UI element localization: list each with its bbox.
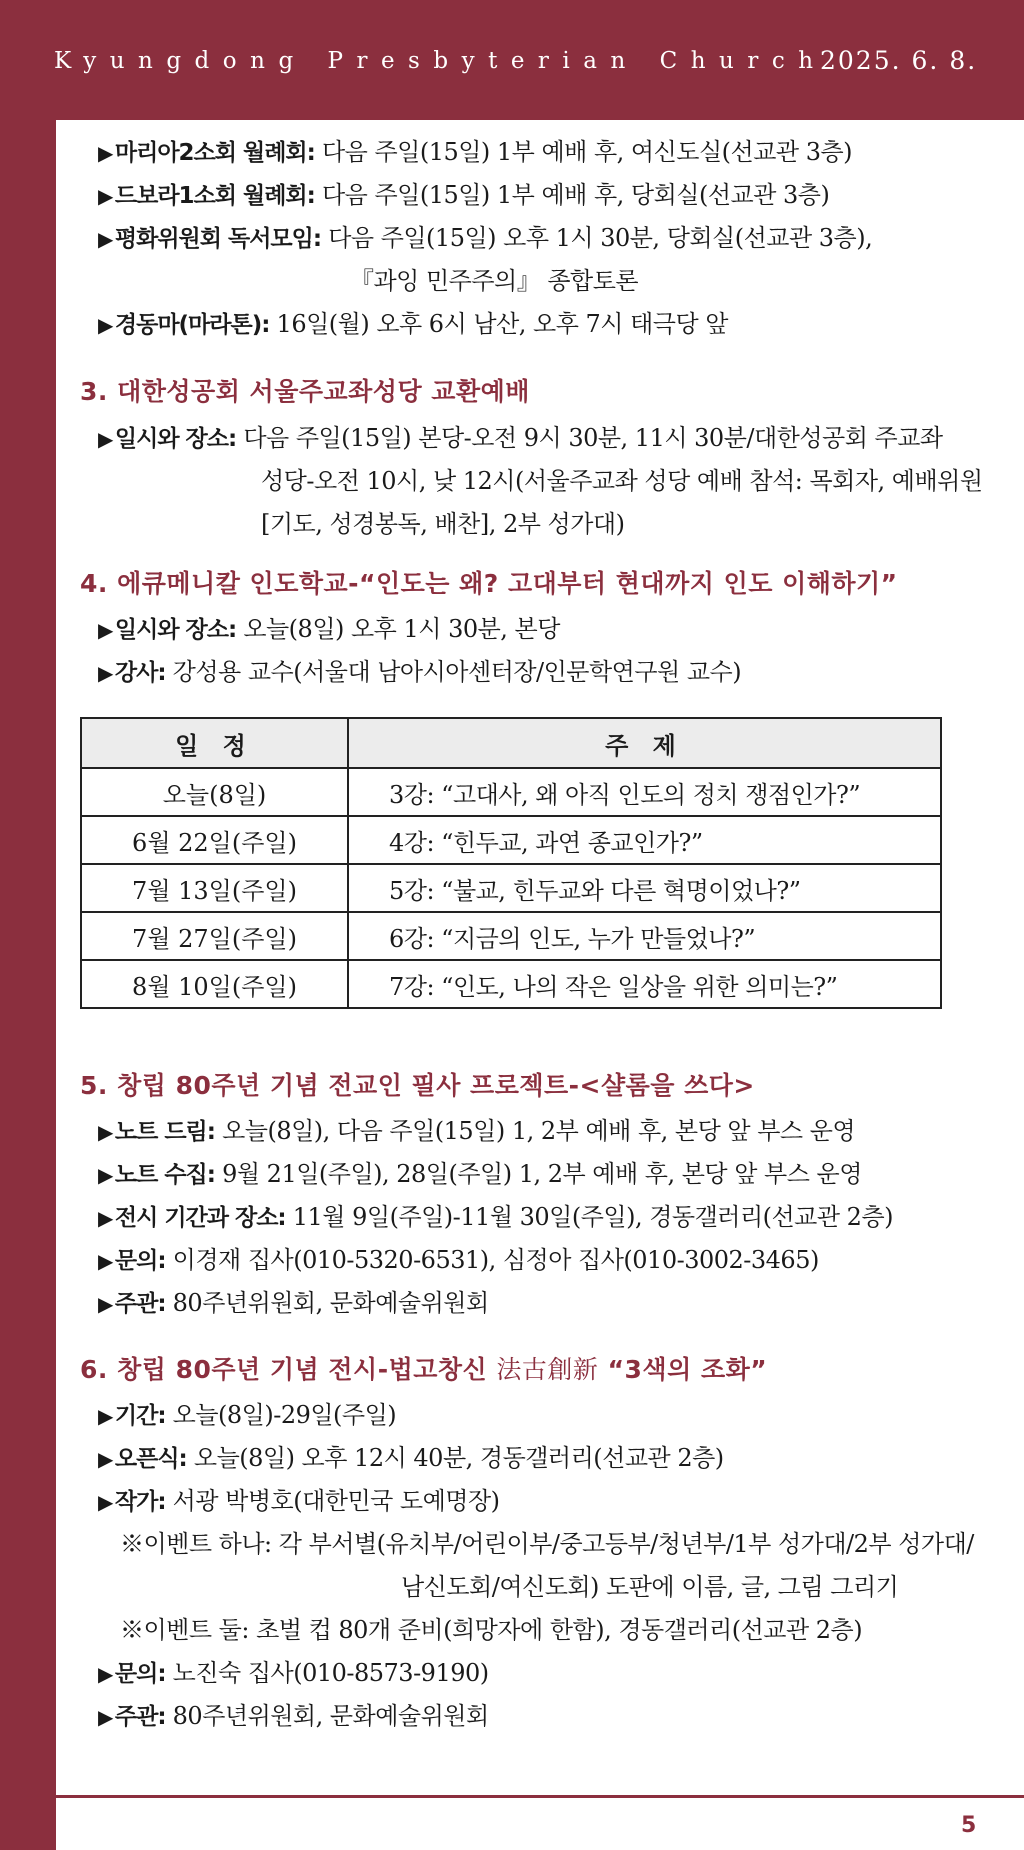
list-item: ▶작가: 서광 박병호(대한민국 도예명장) [98, 1487, 500, 1515]
list-item: ▶마리아2소회 월례회: 다음 주일(15일) 1부 예배 후, 여신도실(선교관 3층) [98, 138, 853, 166]
lecture-topic: 5강: “불교, 힌두교와 다른 혁명이었나?” [348, 864, 941, 912]
bullet-icon: ▶ [98, 1292, 113, 1316]
list-item: ▶문의: 이경재 집사(010-5320-6531), 심정아 집사(010-3002-3465) [98, 1246, 819, 1274]
bullet-icon: ▶ [98, 661, 113, 685]
bullet-icon: ▶ [98, 184, 113, 208]
list-item: ▶오픈식: 오늘(8일) 오후 12시 40분, 경동갤러리(선교관 2층) [98, 1444, 724, 1472]
list-item: ▶전시 기간과 장소: 11월 9일(주일)-11월 30일(주일), 경동갤러리(선교관 2층) [98, 1203, 893, 1231]
bullet-icon: ▶ [98, 141, 113, 165]
list-item: ▶강사: 강성용 교수(서울대 남아시아센터장/인문학연구원 교수) [98, 658, 742, 686]
footer-divider [56, 1795, 1024, 1798]
section-title: 4. 에큐메니칼 인도학교-“인도는 왜? 고대부터 현대까지 인도 이해하기” [80, 569, 898, 598]
bullet-icon: ▶ [98, 1447, 113, 1471]
schedule-date: 8월 10일(주일) [81, 960, 348, 1008]
event-note-continuation: 남신도회/여신도회) 도판에 이름, 글, 그림 그리기 [401, 1573, 899, 1601]
column-header-date: 일 정 [81, 718, 348, 768]
list-item: ▶일시와 장소: 오늘(8일) 오후 1시 30분, 본당 [98, 615, 560, 643]
bullet-icon: ▶ [98, 1206, 113, 1230]
bullet-icon: ▶ [98, 1490, 113, 1514]
list-item: ▶주관: 80주년위원회, 문화예술위원회 [98, 1702, 489, 1730]
church-name: Kyungdong Presbyterian Church [54, 48, 827, 74]
table-row [81, 912, 941, 960]
lecture-topic: 7강: “인도, 나의 작은 일상을 위한 의미는?” [348, 960, 941, 1008]
table-row [81, 864, 941, 912]
column-header-topic: 주 제 [348, 718, 941, 768]
table-header-row [81, 718, 941, 768]
page-body [56, 120, 1024, 1850]
item-continuation: 『과잉 민주주의』 종합토론 [350, 267, 639, 295]
event-note: ※이벤트 둘: 초벌 컵 80개 준비(희망자에 한함), 경동갤러리(선교관 2층) [120, 1616, 863, 1644]
list-item: ▶노트 수집: 9월 21일(주일), 28일(주일) 1, 2부 예배 후, 본당 앞 부스 운영 [98, 1160, 862, 1188]
list-item: ▶문의: 노진숙 집사(010-8573-9190) [98, 1659, 489, 1687]
bullet-icon: ▶ [98, 1120, 113, 1144]
table-row [81, 768, 941, 816]
list-item: ▶드보라1소회 월례회: 다음 주일(15일) 1부 예배 후, 당회실(선교관 3층) [98, 181, 830, 209]
schedule-date: 6월 22일(주일) [81, 816, 348, 864]
bullet-icon: ▶ [98, 227, 113, 251]
bulletin-date: 2025. 6. 8. [820, 46, 978, 75]
list-item: ▶경동마(마라톤): 16일(월) 오후 6시 남산, 오후 7시 태극당 앞 [98, 310, 728, 338]
bullet-icon: ▶ [98, 618, 113, 642]
list-item: ▶노트 드림: 오늘(8일), 다음 주일(15일) 1, 2부 예배 후, 본당 앞 부스 운영 [98, 1117, 856, 1145]
bullet-icon: ▶ [98, 1705, 113, 1729]
lecture-topic: 6강: “지금의 인도, 누가 만들었나?” [348, 912, 941, 960]
section-title: 5. 창립 80주년 기념 전교인 필사 프로젝트-<샬롬을 쓰다> [80, 1071, 755, 1100]
section-title: 6. 창립 80주년 기념 전시-법고창신 法古創新 “3색의 조화” [80, 1355, 768, 1384]
bullet-icon: ▶ [98, 1163, 113, 1187]
item-continuation: 성당-오전 10시, 낮 12시(서울주교좌 성당 예배 참석: 목회자, 예배위원 [261, 467, 983, 495]
lecture-topic: 4강: “힌두교, 과연 종교인가?” [348, 816, 941, 864]
item-continuation: [기도, 성경봉독, 배찬], 2부 성가대) [261, 510, 625, 538]
bullet-icon: ▶ [98, 1662, 113, 1686]
section-title: 3. 대한성공회 서울주교좌성당 교환예배 [80, 377, 530, 406]
page-number: 5 [961, 1813, 977, 1838]
lecture-topic: 3강: “고대사, 왜 아직 인도의 정치 쟁점인가?” [348, 768, 941, 816]
bullet-icon: ▶ [98, 427, 113, 451]
schedule-date: 7월 13일(주일) [81, 864, 348, 912]
bullet-icon: ▶ [98, 1249, 113, 1273]
schedule-date: 오늘(8일) [81, 768, 348, 816]
bullet-icon: ▶ [98, 1404, 113, 1428]
event-note: ※이벤트 하나: 각 부서별(유치부/어린이부/중고등부/청년부/1부 성가대/2부 성가대/ [120, 1530, 974, 1558]
list-item: ▶평화위원회 독서모임: 다음 주일(15일) 오후 1시 30분, 당회실(선교관 3층), [98, 224, 873, 252]
table-row [81, 960, 941, 1008]
lecture-schedule-table [80, 717, 942, 1009]
page-header [0, 0, 1024, 120]
list-item: ▶주관: 80주년위원회, 문화예술위원회 [98, 1289, 489, 1317]
list-item: ▶기간: 오늘(8일)-29일(주일) [98, 1401, 397, 1429]
schedule-date: 7월 27일(주일) [81, 912, 348, 960]
list-item: ▶일시와 장소: 다음 주일(15일) 본당-오전 9시 30분, 11시 30분/대한성공회 주교좌 [98, 424, 943, 452]
table-row [81, 816, 941, 864]
bullet-icon: ▶ [98, 313, 113, 337]
